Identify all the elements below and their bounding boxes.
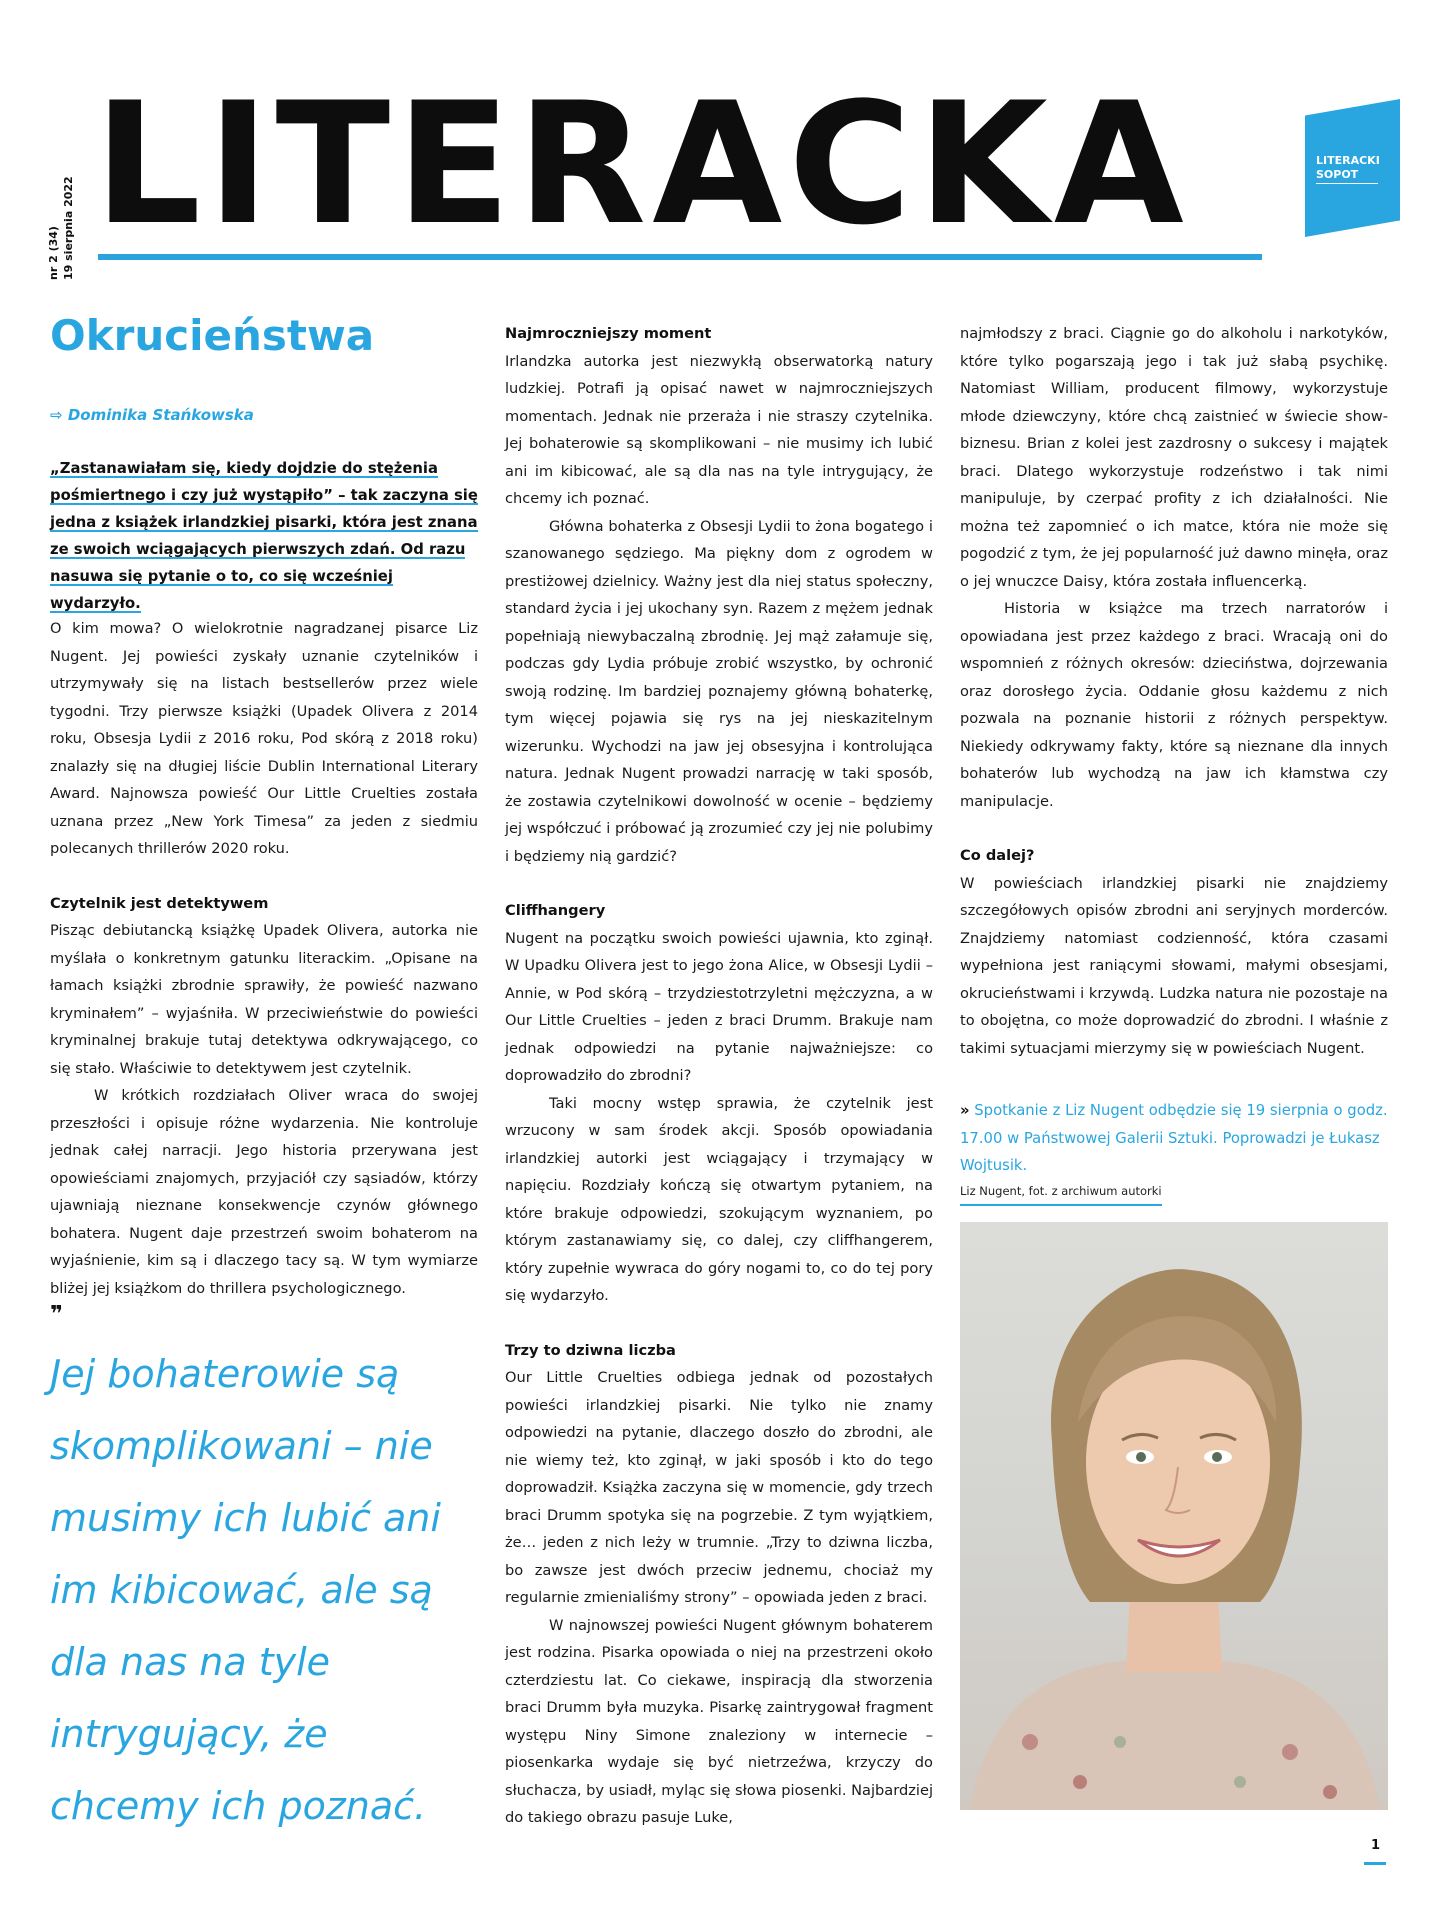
col1-paragraph-2: Pisząc debiutancką książkę Upadek Olivera, autorka nie myślała o konkretnym gatunku literackim. „Opisane na łamach książki zbrodnie sprawiły, że powieść nazwano kryminałem” – wyjaśniła. W przeciwieństwie do powieści kryminalnej brakuje tutaj detektywa odkrywającego, co się stało. Właściwie to detektywem jest czytelnik. [50, 922, 478, 1077]
issue-date: 19 sierpnia 2022 [62, 176, 75, 280]
col2-paragraph-4: Taki mocny wstęp sprawia, że czytelnik jest wrzucony w sam środek akcji. Sposób opowiadania irlandzkiej autorki jest wciągający i trzymający w napięciu. Rozdziały kończą się otwartym pytaniem, na które brakuje odpowiedzi, szokującym wyznaniem, po którym zastanawiamy się, co dalej, czy cliffhangerem, który zupełnie wywraca do góry nogami to, co do tej pory się wydarzyło. [505, 1094, 933, 1304]
col2-paragraph-6: W najnowszej powieści Nugent głównym bohaterem jest rodzina. Pisarka opowiada o niej na przestrzeni około czterdziestu lat. Co ciekawe, inspiracją dla stworzenia braci Drumm była muzyka. Pisarkę zaintrygował fragment występu Niny Simone znaleziony w internecie – piosenkarka wydaje się być nietrzeźwa, krzyczy do słuchacza, by usiadł, myląc się słowa piosenki. Najbardziej do takiego obrazu pasuje Luke, [505, 1616, 933, 1826]
col2-paragraph-5: Our Little Cruelties odbiega jednak od pozostałych powieści irlandzkiej pisarki. Nie tylko nie znamy odpowiedzi na pytanie, dlaczego doszło do zbrodni, ale nie wiemy też, kto zginął, w jaki sposób i kto do tego doprowadził. Książka zaczyna się w momencie, gdy trzech braci Drumm spotyka się na pogrzebie. Z tym wyjątkiem, że… jeden z nich leży w trumnie. „Trzy to dziwna liczba, bo zawsze jest dwóch przeciw jednemu, chociaż my regularnie zmienialiśmy strony” – opowiada jeden z braci. [505, 1369, 933, 1606]
masthead-divider [98, 254, 1262, 260]
article-author [50, 403, 470, 427]
article-title: Okrucieństwa [50, 311, 375, 360]
event-announcement [960, 1097, 1388, 1180]
badge-text [1316, 154, 1396, 182]
col2-paragraph-2: Główna bohaterka z Obsesji Lydii to żona bogatego i szanowanego sędziego. Ma piękny dom z ogrodem w prestiżowej dzielnicy. Ważny jest dla niej status społeczny, standard życia i jej ukochany syn. Razem z mężem jednak popełniają niewybaczalną zbrodnię. Jej mąż załamuje się, podczas gdy Lydia próbuje zrobić wszystko, by ochronić swoją rodzinę. Im bardziej poznajemy główną bohaterkę, tym więcej pojawia się rys na jej nieskazitelnym wizerunku. Wychodzi na jaw jej obsesyjna i kontrolująca natura. Jednak Nugent prowadzi narrację w taki sposób, że zostawia czytelnikowi dowolność w ocenie – będziemy jej współczuć i próbować ją zrozumieć czy jej nie polubimy i będziemy nią gardzić? [505, 517, 933, 865]
portrait-illustration [960, 1222, 1388, 1810]
badge-line-1: LITERACKI [1316, 154, 1380, 167]
col3-paragraph-2: Historia w książce ma trzech narratorów i opowiadana jest przez każdego z braci. Wracają oni do wspomnień z różnych okresów: dzieciństwa, dojrzewania oraz dorosłego życia. Oddanie głosu każdemu z nich pozwala na poznanie historii z różnych perspektyw. Niekiedy odkrywamy fakty, które są nieznane dla innych bohaterów lub wychodzą na jaw ich kłamstwa czy manipulacje. [960, 600, 1388, 810]
heading-najmroczniejszy: Najmroczniejszy moment [505, 325, 712, 342]
masthead-title: LITERACKA [94, 80, 1190, 252]
issue-info [46, 130, 100, 280]
col3-paragraph-3: W powieściach irlandzkiej pisarki nie znajdziemy szczegółowych opisów zbrodni ani seryjnych morderców. Znajdziemy natomiast codzienność, która czasami wypełniona jest raniącymi słowami, małymi obsesjami, okrucieństwami i krzywdą. Ludzka natura nie pozostaje na to obojętna, co może doprowadzić do zbrodni. I właśnie z takimi sytuacjami mierzymy się w powieściach Nugent. [960, 874, 1388, 1057]
page-number: 1 [1371, 1838, 1381, 1853]
article-lead [50, 455, 478, 617]
author-name: Dominika Stańkowska [67, 406, 254, 424]
column-3 [960, 320, 1388, 1062]
col2-paragraph-3: Nugent na początku swoich powieści ujawnia, kto zginął. W Upadku Olivera jest to jego żona Alice, w Obsesji Lydii – Annie, w Pod skórą – trzydziestotrzyletni mężczyzna, a w Our Little Cruelties – jeden z braci Drumm. Brakuje nam jednak odpowiedzi na pytanie najważniejsze: co doprowadziło do zbrodni? [505, 929, 933, 1084]
issue-number: nr 2 (34) [47, 226, 60, 280]
col1-paragraph-3: W krótkich rozdziałach Oliver wraca do swojej przeszłości i opisuje różne wydarzenia. Nie kontroluje jednak całej narracji. Jego historia przerywana jest opowieściami znajomych, przyjaciół czy sąsiadów, którzy ujawniają nieznane konsekwencje czynów głównego bohatera. Nugent daje przestrzeń swoim bohaterom na wyjaśnienie, kim są i dlaczego tacy są. W tym wymiarze bliżej jej książkom do thrillera psychologicznego. [50, 1087, 478, 1297]
col2-paragraph-1: Irlandzka autorka jest niezwykłą obserwatorką natury ludzkiej. Potrafi ją opisać nawet w najmroczniejszych momentach. Jednak nie przeraża i nie straszy czytelnika. Jej bohaterowie są skomplikowani – nie musimy ich lubić ani im kibicować, ale są dla nas na tyle intrygujący, że chcemy ich poznać. [505, 352, 933, 507]
lead-text: „Zastanawiałam się, kiedy dojdzie do stężenia pośmiertnego i czy już wystąpiło” – tak zaczyna się jedna z książek irlandzkiej pisarki, która jest znana ze swoich wciągających pierwszych zdań. Od razu nasuwa się pytanie o to, co się wcześniej wydarzyło. [50, 460, 478, 612]
badge-line-2: SOPOT [1316, 168, 1359, 181]
page-number-divider [1364, 1862, 1386, 1865]
column-2 [505, 320, 933, 1832]
heading-cliffhangery: Cliffhangery [505, 902, 606, 919]
heading-czytelnik: Czytelnik jest detektywem [50, 894, 269, 912]
heading-trzy: Trzy to dziwna liczba [505, 1341, 676, 1359]
event-arrow-icon: » [960, 1102, 970, 1119]
col1-paragraph-1: O kim mowa? O wielokrotnie nagradzanej pisarce Liz Nugent. Jej powieści zyskały uznanie czytelników i utrzymywały się na listach bestsellerów przez wiele tygodni. Trzy pierwsze książki (Upadek Olivera z 2014 roku, Obsesja Lydii z 2016 roku, Pod skórą z 2018 roku) znalazły się na długiej liście Dublin International Literary Award. Najnowsza powieść Our Little Cruelties została uznana przez „New York Timesa” za jeden z siedmiu polecanych thrillerów 2020 roku. [50, 620, 478, 857]
pull-quote: Jej bohaterowie są skomplikowani – nie musimy ich lubić ani im kibicować, ale są dla nas na tyle intrygujący, że chcemy ich poznać. [50, 1352, 441, 1828]
column-1 [50, 615, 478, 1302]
quote-mark-icon: ❞ [50, 1302, 63, 1327]
heading-co-dalej: Co dalej? [960, 847, 1035, 864]
col3-paragraph-1: najmłodszy z braci. Ciągnie go do alkoholu i narkotyków, które tylko pogarszają jego i tak już słabą psychikę. Natomiast William, producent filmowy, wykorzystuje młode dziewczyny, które chcą zaistnieć w świecie show-biznesu. Brian z kolei jest zazdrosny o sukcesy i majątek braci. Dlatego wykorzystuje rodzeństwo i tak nimi manipuluje, by czerpać profity z ich działalności. Nie można też zapomnieć o ich matce, która nie może się pogodzić z tym, że jej popularność już dawno minęła, oraz o jej wnuczce Daisy, która została influencerką. [960, 325, 1388, 590]
author-arrow-icon: ⇨ [50, 406, 63, 424]
badge-divider [1316, 183, 1378, 184]
author-portrait-photo [960, 1222, 1388, 1810]
event-text: Spotkanie z Liz Nugent odbędzie się 19 sierpnia o godz. 17.00 w Państwowej Galerii Sztuki. Poprowadzi je Łukasz Wojtusik. [960, 1102, 1388, 1174]
photo-caption: Liz Nugent, fot. z archiwum autorki [960, 1182, 1162, 1206]
